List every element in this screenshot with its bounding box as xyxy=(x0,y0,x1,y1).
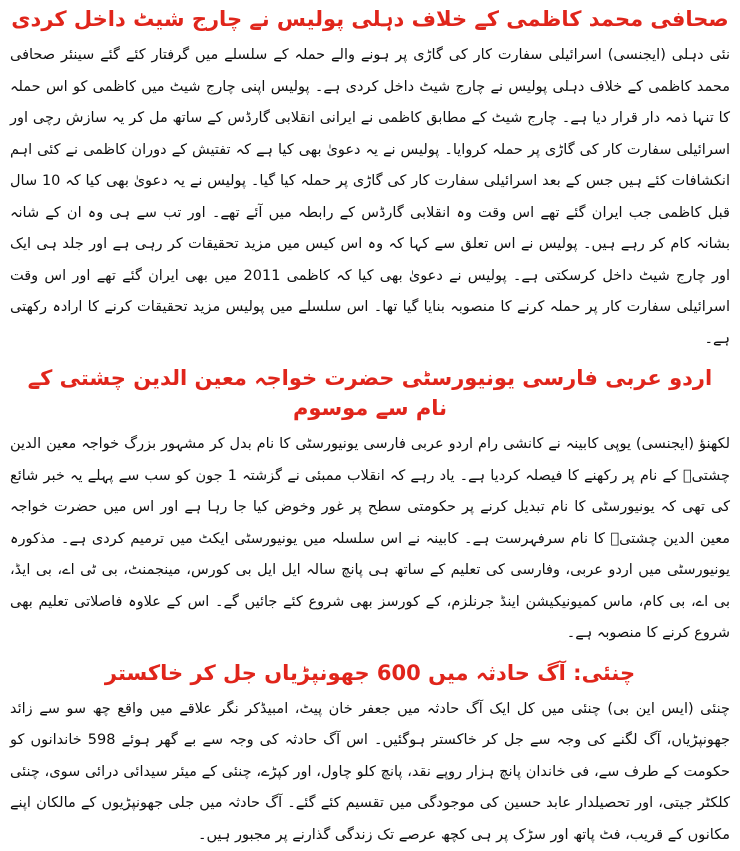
article-chennai-fire xyxy=(10,658,730,851)
article-kazmi-chargesheet xyxy=(10,4,730,355)
article-university-rename xyxy=(10,363,730,650)
article-headline: چنئی: آگ حادثہ میں 600 جھونپڑیاں جل کر خاکستر xyxy=(10,658,730,688)
article-body: نئی دہلی (ایجنسی) اسرائیلی سفارت کار کی گاڑی پر ہونے والے حملہ کے سلسلے میں گرفتار کئے گئے سینئر صحافی محمد کاظمی کے خلاف دہلی پولیس نے چارج شیٹ داخل کردی ہے۔ پولیس اپنی چارج شیٹ میں کاظمی کو اس حملہ کا تنہا ذمہ دار قرار دیا ہے۔ چارج شیٹ کے مطابق کاظمی نے ایرانی انقلابی گارڈس کے ساتھ مل کر یہ سازش رچی اور اسرائیلی سفارت کار کی گاڑی پر حملہ کروایا۔ پولیس نے یہ دعویٰ بھی کیا ہے کہ تفتیش کے دوران کاظمی نے کئی اہم انکشافات کئے ہیں جس کے بعد اسرائیلی سفارت کار کی گاڑی پر حملہ کیا گیا۔ پولیس نے یہ دعویٰ بھی کیا کہ 10 سال قبل کاظمی جب ایران گئے تھے اس وقت وہ انقلابی گارڈس کے رابطہ میں آئے تھے۔ اور تب سے ہی وہ ان کے شانہ بشانہ کام کر رہے ہیں۔ پولیس نے اس تعلق سے کہا کہ وہ اس کیس میں مزید تحقیقات کر رہی ہے اور جلد ہی ایک اور چارج شیٹ داخل کرسکتی ہے۔ پولیس نے دعویٰ بھی کیا کہ کاظمی 2011 میں بھی ایران گئے تھے اور اس وقت اسرائیلی سفارت کار پر حملہ کرنے کا منصوبہ بنایا گیا تھا۔ اس سلسلے میں پولیس مزید تحقیقات کرنے کا ارادہ رکھتی ہے۔ xyxy=(10,40,730,355)
article-body: لکھنؤ (ایجنسی) یوپی کابینہ نے کانشی رام اردو عربی فارسی یونیورسٹی کا نام بدل کر مشہور بزرگ خواجہ معین الدین چشتیؒ کے نام پر رکھنے کا فیصلہ کردیا ہے۔ یاد رہے کہ انقلاب ممبئی نے گزشتہ 1 جون کو سب سے پہلے یہ خبر شائع کی تھی کہ یونیورسٹی کا نام تبدیل کرنے پر حکومتی سطح پر غور وخوض کیا جا رہا ہے اور اس میں حضرت خواجہ معین الدین چشتیؒ کا نام سرفہرست ہے۔ کابینہ نے اس سلسلہ میں یونیورسٹی ایکٹ میں ترمیم کردی ہے۔ مذکورہ یونیورسٹی میں اردو عربی، وفارسی کی تعلیم کے ساتھ ہی پانچ سالہ ایل ایل بی کورس، مینجمنٹ، بی ٹی اے، بی ایڈ، بی اے، بی کام، ماس کمیونیکیشن اینڈ جرنلزم، کے کورسز بھی شروع کئے جائیں گے۔ اس کے علاوہ فاصلاتی تعلیم بھی شروع کرنے کا منصوبہ ہے۔ xyxy=(10,429,730,650)
article-headline: اردو عربی فارسی یونیورسٹی حضرت خواجہ معین الدین چشتی کے نام سے موسوم xyxy=(10,363,730,423)
article-headline: صحافی محمد کاظمی کے خلاف دہلی پولیس نے چارج شیٹ داخل کردی xyxy=(10,4,730,34)
article-body: چنئی (ایس این بی) چنئی میں کل ایک آگ حادثہ میں جعفر خان پیٹ، امبیڈکر نگر علاقے میں واقع چھ سو سے زائد جھونپڑیاں، آگ لگنے کی وجہ سے جل کر خاکستر ہوگئیں۔ اس آگ حادثہ کی وجہ سے بے گھر ہوئے 598 خاندانوں کو حکومت کے طرف سے، فی خاندان پانچ ہزار روپے نقد، پانچ کلو چاول، اور کپڑے، چنئی کے میئر سیدائی درائی سوی، چنئی کلکٹر جیتی، اور تحصیلدار عابد حسین کی موجودگی میں تقسیم کئے گئے۔ آگ حادثہ میں جلی جھونپڑیوں کے مالکان اپنے مکانوں کے قریب، فٹ پاتھ اور سڑک پر ہی کچھ عرصے تک زندگی گذارنے پر مجبور ہیں۔ xyxy=(10,694,730,851)
